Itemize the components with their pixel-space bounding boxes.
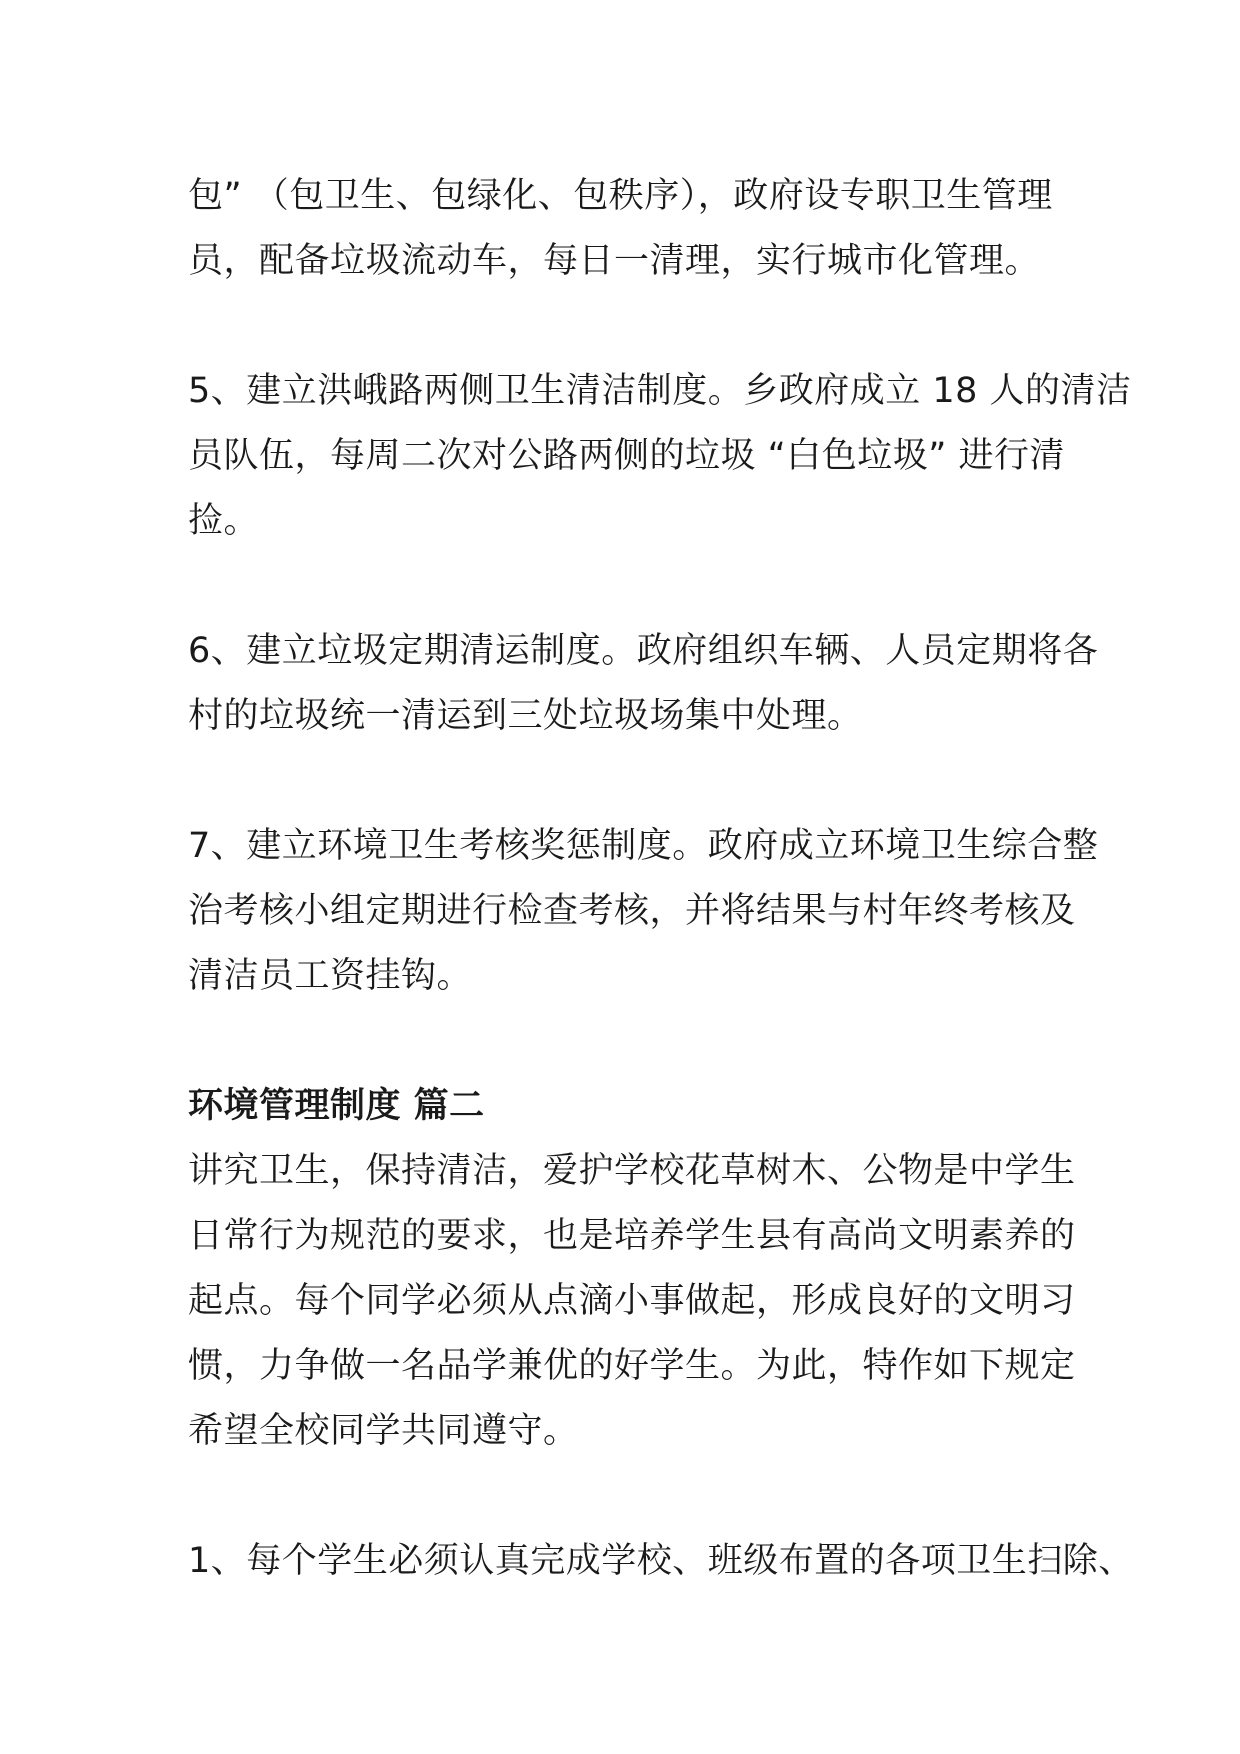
text-line: 日常行为规范的要求，也是培养学生县有高尚文明素养的	[188, 1216, 1076, 1256]
text-line: 捡。	[188, 501, 260, 541]
text-line: 村的垃圾统一清运到三处垃圾场集中处理。	[188, 696, 863, 736]
text-line: 治考核小组定期进行检查考核，并将结果与村年终考核及	[188, 891, 1076, 931]
text-line: 希望全校同学共同遵守。	[188, 1411, 579, 1451]
paragraph-rule-1	[188, 1529, 1134, 1594]
text-line: 6、建立垃圾定期清运制度。政府组织车辆、人员定期将各	[188, 631, 1099, 671]
paragraph-gap	[188, 749, 1068, 814]
paragraph-gap	[188, 554, 1068, 619]
text-line: 5、建立洪峨路两侧卫生清洁制度。乡政府成立 18 人的清洁	[188, 371, 1132, 411]
paragraph-gap	[188, 294, 1068, 359]
text-line: 惯，力争做一名品学兼优的好学生。为此，特作如下规定	[188, 1346, 1076, 1386]
text-line: 员，配备垃圾流动车，每日一清理，实行城市化管理。	[188, 241, 1041, 281]
section-heading: 环境管理制度 篇二	[188, 1086, 485, 1126]
document-body	[188, 164, 1134, 1594]
paragraph-section-intro	[188, 1139, 1076, 1464]
text-line: 7、建立环境卫生考核奖惩制度。政府成立环境卫生综合整	[188, 826, 1099, 866]
text-line: 清洁员工资挂钩。	[188, 956, 473, 996]
text-line: 员队伍，每周二次对公路两侧的垃圾 “白色垃圾” 进行清	[188, 436, 1066, 476]
text-line: 包” （包卫生、包绿化、包秩序），政府设专职卫生管理	[188, 176, 1053, 216]
paragraph-item-7	[188, 814, 1099, 1009]
text-line: 讲究卫生，保持清洁，爱护学校花草树木、公物是中学生	[188, 1151, 1076, 1191]
paragraph-hygiene-responsibility	[188, 164, 1068, 294]
paragraph-gap	[188, 1464, 1068, 1529]
paragraph-gap	[188, 1009, 1068, 1074]
paragraph-item-6	[188, 619, 1099, 749]
paragraph-item-5	[188, 359, 1132, 554]
text-line: 1、每个学生必须认真完成学校、班级布置的各项卫生扫除、	[188, 1541, 1134, 1581]
text-line: 起点。每个同学必须从点滴小事做起，形成良好的文明习	[188, 1281, 1076, 1321]
